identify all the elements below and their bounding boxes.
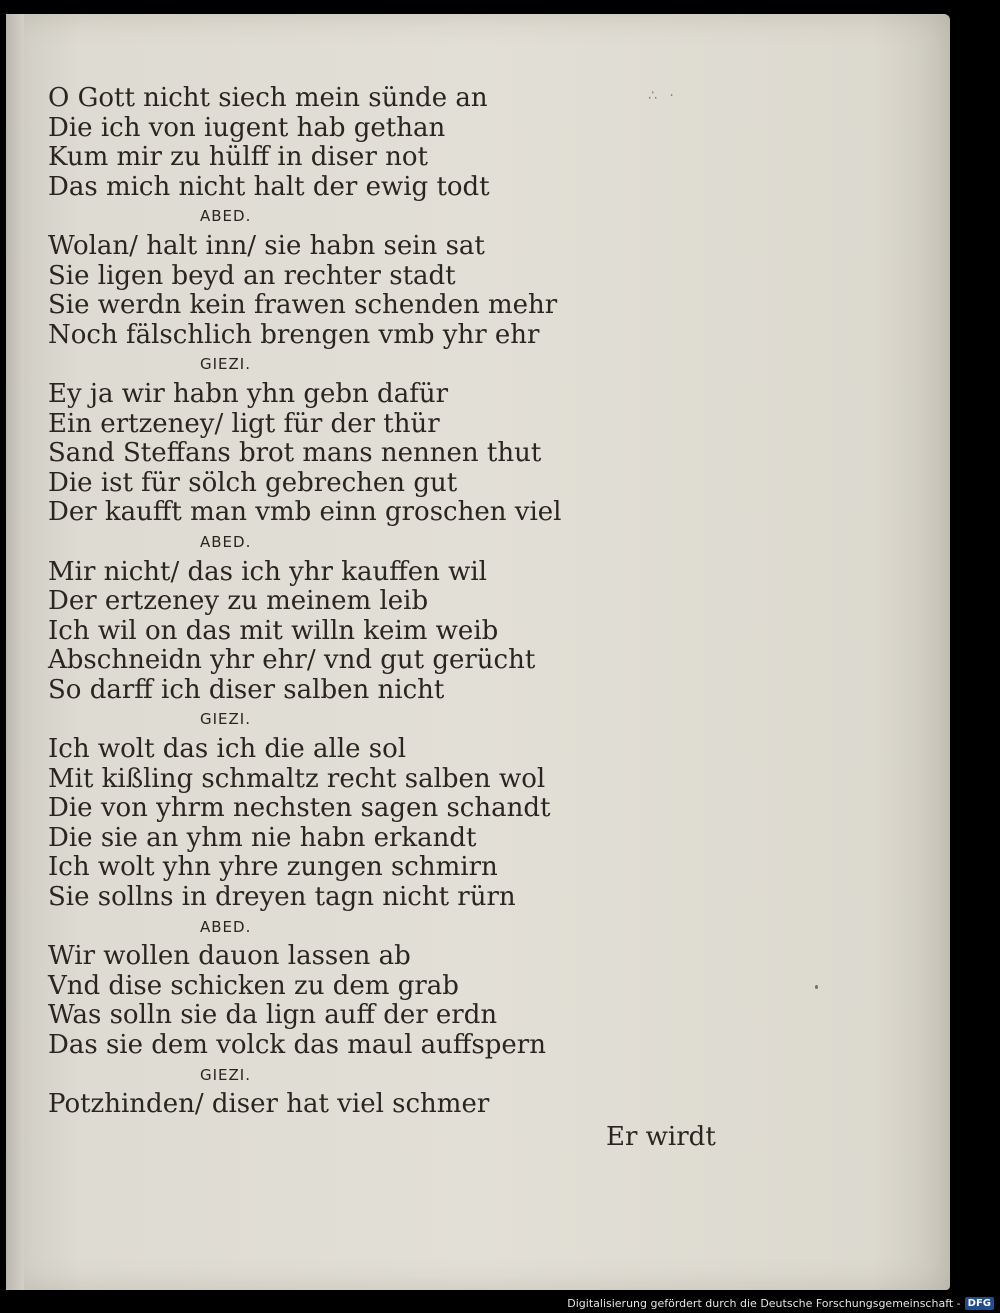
speaker-heading: GIEZI. xyxy=(200,355,251,374)
verse-line: Ich wolt das ich die alle sol xyxy=(48,734,407,765)
digitization-footer xyxy=(567,1297,994,1310)
verse-line: Mir nicht/ das ich yhr kauffen wil xyxy=(48,556,487,587)
verse-line: Ich wolt yhn yhre zungen schmirn xyxy=(48,852,498,883)
speaker-heading: ABED. xyxy=(200,532,252,551)
verse-line: Abschneidn yhr ehr/ vnd gut gerücht xyxy=(48,645,536,676)
page-smudge-mark: ∴ · xyxy=(648,88,678,104)
dfg-logo-icon: DFG xyxy=(965,1297,994,1310)
verse-line: Mit kißling schmaltz recht salben wol xyxy=(48,763,546,794)
verse-line: Das mich nicht halt der ewig todt xyxy=(48,171,490,202)
verse-line: Die sie an yhm nie habn erkandt xyxy=(48,822,477,853)
verse-line: Die ist für sölch gebrechen gut xyxy=(48,467,458,498)
verse-line: Sie werdn kein frawen schenden mehr xyxy=(48,290,558,321)
verse-line: Der kaufft man vmb einn groschen viel xyxy=(48,497,562,528)
verse-line: Vnd dise schicken zu dem grab xyxy=(48,970,459,1001)
speaker-heading: ABED. xyxy=(200,917,252,936)
verse-line: Wolan/ halt inn/ sie habn sein sat xyxy=(48,230,485,261)
verse-line: Das sie dem volck das maul auffspern xyxy=(48,1030,546,1060)
speaker-heading: ABED. xyxy=(200,207,252,226)
verse-line: Sand Steffans brot mans nennen thut xyxy=(48,438,542,469)
verse-line: Ein ertzeney/ ligt für der thür xyxy=(48,408,440,439)
speaker-heading: GIEZI. xyxy=(200,1065,251,1084)
ink-speck xyxy=(815,985,818,989)
verse-line: Noch fälschlich brengen vmb yhr ehr xyxy=(48,319,540,350)
verse-line: Sie ligen beyd an rechter stadt xyxy=(48,260,456,291)
verse-line: Der ertzeney zu meinem leib xyxy=(48,586,429,617)
verse-line: Sie sollns in dreyen tagn nicht rürn xyxy=(48,882,516,913)
speaker-heading: GIEZI. xyxy=(200,710,251,729)
verse-line: Die von yhrm nechsten sagen schandt xyxy=(48,793,551,824)
verse-line: Ich wil on das mit willn keim weib xyxy=(48,615,499,646)
verse-line: Kum mir zu hülff in diser not xyxy=(48,142,428,173)
verse-line: O Gott nicht siech mein sünde an xyxy=(48,83,488,113)
catchword: Er wirdt xyxy=(606,1122,716,1152)
footer-credit: Digitalisierung gefördert durch die Deutsche Forschungsgemeinschaft - xyxy=(567,1297,961,1310)
verse-line: Die ich von iugent hab gethan xyxy=(48,112,446,143)
verse-line: Was solln sie da lign auff der erdn xyxy=(48,1000,498,1031)
verse-line: Potzhinden/ diser hat viel schmer xyxy=(48,1089,490,1120)
verse-line: So darff ich diser salben nicht xyxy=(48,674,445,705)
page-gutter xyxy=(6,14,24,1290)
verse-line: Ey ja wir habn yhn gebn dafür xyxy=(48,378,448,409)
verse-line: Wir wollen dauon lassen ab xyxy=(48,941,411,972)
verse-text-block xyxy=(48,84,561,1120)
